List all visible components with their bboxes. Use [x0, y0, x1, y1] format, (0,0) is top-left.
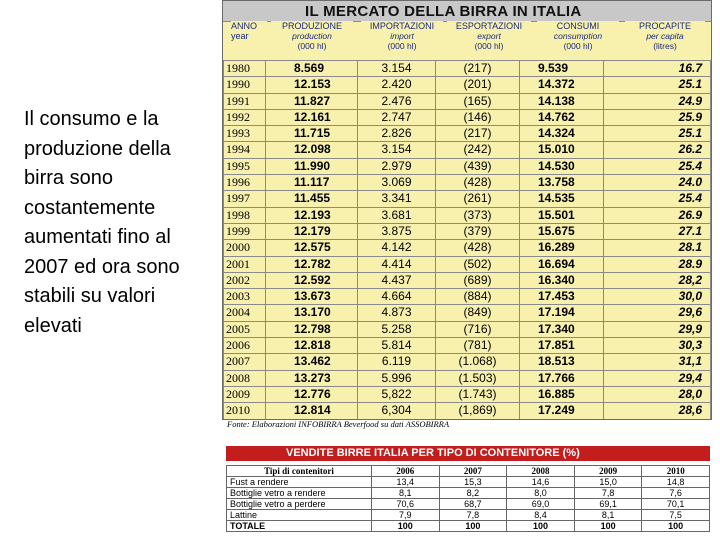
cell-per-capita: 25.4 [604, 191, 711, 207]
cell-production: 11.117 [266, 175, 358, 191]
cell-year: 2008 [224, 370, 266, 386]
cell-per-capita: 31,1 [604, 354, 711, 370]
market-row [224, 256, 711, 272]
source-note: Fonte: Elaborazioni INFOBIRRA Beverfood su dati ASSOBIRRA [227, 419, 450, 429]
cell-consumption: 17.851 [520, 338, 604, 354]
cell-import: 2.420 [358, 77, 436, 93]
sales-header-year: 2006 [372, 466, 440, 477]
cell-import: 5.996 [358, 370, 436, 386]
sales-header-year: 2008 [507, 466, 575, 477]
header-consumption [537, 21, 619, 59]
cell-production: 12.575 [266, 240, 358, 256]
cell-consumption: 15.501 [520, 207, 604, 223]
cell-year: 1991 [224, 93, 266, 109]
sales-value-cell: 7,8 [574, 488, 642, 499]
cell-import: 4.873 [358, 305, 436, 321]
sales-header-container: Tipi di contenitori [227, 466, 372, 477]
sales-header-year: 2009 [574, 466, 642, 477]
market-row [224, 272, 711, 288]
cell-export: (379) [436, 223, 520, 239]
cell-year: 1995 [224, 158, 266, 174]
cell-year: 1992 [224, 109, 266, 125]
cell-year: 1998 [224, 207, 266, 223]
cell-import: 3.154 [358, 142, 436, 158]
cell-production: 12.798 [266, 321, 358, 337]
cell-per-capita: 28.1 [604, 240, 711, 256]
header-production-en: production [292, 31, 332, 41]
cell-production: 12.776 [266, 386, 358, 402]
cell-year: 1997 [224, 191, 266, 207]
market-row [224, 289, 711, 305]
cell-year: 1994 [224, 142, 266, 158]
cell-year: 2002 [224, 272, 266, 288]
header-per-capita [625, 21, 705, 59]
cell-consumption: 15.010 [520, 142, 604, 158]
cell-consumption: 17.766 [520, 370, 604, 386]
cell-import: 5.258 [358, 321, 436, 337]
header-import [361, 21, 443, 59]
cell-production: 13.462 [266, 354, 358, 370]
sales-value-cell: 70,1 [642, 499, 710, 510]
cell-year: 1993 [224, 126, 266, 142]
market-row [224, 338, 711, 354]
cell-year: 1996 [224, 175, 266, 191]
cell-year: 2001 [224, 256, 266, 272]
sales-value-cell: 7,6 [642, 488, 710, 499]
sales-table-title: VENDITE BIRRE ITALIA PER TIPO DI CONTENITORE (%) [286, 447, 580, 459]
cell-production: 12.592 [266, 272, 358, 288]
cell-import: 6,304 [358, 403, 436, 419]
sales-value-cell: 14,8 [642, 477, 710, 488]
cell-production: 12.161 [266, 109, 358, 125]
cell-export: (373) [436, 207, 520, 223]
cell-export: (1.503) [436, 370, 520, 386]
market-row [224, 61, 711, 77]
cell-per-capita: 28.9 [604, 256, 711, 272]
market-row [224, 386, 711, 402]
cell-import: 5.814 [358, 338, 436, 354]
sales-value-cell: 69,1 [574, 499, 642, 510]
cell-year: 2010 [224, 403, 266, 419]
cell-year: 1980 [224, 61, 266, 77]
sales-value-cell: 15,3 [439, 477, 507, 488]
cell-export: (849) [436, 305, 520, 321]
cell-per-capita: 25.1 [604, 126, 711, 142]
cell-import: 2.747 [358, 109, 436, 125]
cell-year: 2007 [224, 354, 266, 370]
sales-row-label: Bottiglie vetro a rendere [227, 488, 372, 499]
cell-production: 11.827 [266, 93, 358, 109]
market-row [224, 305, 711, 321]
sales-value-cell: 14,6 [507, 477, 575, 488]
sales-value-cell: 100 [372, 521, 440, 532]
sales-row [227, 477, 710, 488]
cell-import: 4.414 [358, 256, 436, 272]
sales-value-cell: 8,4 [507, 510, 575, 521]
cell-per-capita: 29,9 [604, 321, 711, 337]
header-import-unit: (000 hl) [387, 41, 417, 51]
sales-value-cell: 8,2 [439, 488, 507, 499]
header-year-en: year [231, 31, 249, 41]
sales-row [227, 488, 710, 499]
sales-value-cell: 100 [507, 521, 575, 532]
cell-import: 3.069 [358, 175, 436, 191]
market-row [224, 77, 711, 93]
cell-import: 2.476 [358, 93, 436, 109]
sales-row-label: Lattine [227, 510, 372, 521]
header-production-unit: (000 hl) [297, 41, 327, 51]
sales-value-cell: 68,7 [439, 499, 507, 510]
cell-production: 11.455 [266, 191, 358, 207]
cell-import: 4.437 [358, 272, 436, 288]
market-row [224, 109, 711, 125]
cell-consumption: 15.675 [520, 223, 604, 239]
cell-consumption: 13.758 [520, 175, 604, 191]
sales-value-cell: 100 [642, 521, 710, 532]
cell-export: (242) [436, 142, 520, 158]
cell-production: 11.990 [266, 158, 358, 174]
market-table-title-bar [223, 1, 711, 22]
cell-import: 5,822 [358, 386, 436, 402]
cell-export: (884) [436, 289, 520, 305]
market-row [224, 93, 711, 109]
market-row [224, 175, 711, 191]
cell-import: 4.142 [358, 240, 436, 256]
market-row [224, 142, 711, 158]
cell-per-capita: 28,6 [604, 403, 711, 419]
header-per-capita-it: PROCAPITE [638, 21, 691, 31]
sales-value-cell: 7,9 [372, 510, 440, 521]
cell-import: 3.681 [358, 207, 436, 223]
cell-per-capita: 25.1 [604, 77, 711, 93]
cell-year: 2005 [224, 321, 266, 337]
market-row [224, 403, 711, 419]
market-row [224, 354, 711, 370]
cell-production: 12.818 [266, 338, 358, 354]
sales-value-cell: 8,1 [574, 510, 642, 521]
cell-import: 3.154 [358, 61, 436, 77]
cell-per-capita: 30,3 [604, 338, 711, 354]
cell-export: (1,869) [436, 403, 520, 419]
header-production-it: PRODUZIONE [281, 21, 342, 31]
sales-row-label: TOTALE [227, 521, 372, 532]
cell-production: 11.715 [266, 126, 358, 142]
cell-per-capita: 30,0 [604, 289, 711, 305]
cell-per-capita: 26.2 [604, 142, 711, 158]
cell-consumption: 14.324 [520, 126, 604, 142]
sales-row-label: Fust a rendere [227, 477, 372, 488]
cell-consumption: 17.194 [520, 305, 604, 321]
cell-export: (689) [436, 272, 520, 288]
sales-value-cell: 69,0 [507, 499, 575, 510]
cell-import: 2.979 [358, 158, 436, 174]
sales-value-cell: 7,8 [439, 510, 507, 521]
header-year-it: ANNO [231, 21, 258, 31]
cell-import: 3.341 [358, 191, 436, 207]
cell-export: (146) [436, 109, 520, 125]
header-per-capita-en: per capita [646, 31, 684, 41]
sales-by-container-table [226, 465, 710, 532]
cell-consumption: 16.340 [520, 272, 604, 288]
header-export-unit: (000 hl) [474, 41, 504, 51]
sales-value-cell: 70,6 [372, 499, 440, 510]
cell-production: 12.193 [266, 207, 358, 223]
market-row [224, 240, 711, 256]
cell-per-capita: 26.9 [604, 207, 711, 223]
cell-per-capita: 27.1 [604, 223, 711, 239]
cell-per-capita: 25.9 [604, 109, 711, 125]
cell-per-capita: 24.0 [604, 175, 711, 191]
header-per-capita-unit: (litres) [653, 41, 677, 51]
cell-production: 13.170 [266, 305, 358, 321]
sales-value-cell: 15,0 [574, 477, 642, 488]
cell-consumption: 16.289 [520, 240, 604, 256]
cell-year: 2000 [224, 240, 266, 256]
cell-per-capita: 29,6 [604, 305, 711, 321]
cell-per-capita: 16.7 [604, 61, 711, 77]
header-export-it: ESPORTAZIONI [455, 21, 523, 31]
cell-export: (439) [436, 158, 520, 174]
cell-year: 2006 [224, 338, 266, 354]
cell-consumption: 14.535 [520, 191, 604, 207]
market-table-title: IL MERCATO DELLA BIRRA IN ITALIA [305, 3, 582, 20]
cell-export: (217) [436, 126, 520, 142]
cell-production: 12.814 [266, 403, 358, 419]
header-production [271, 21, 353, 59]
header-consumption-en: consumption [553, 31, 603, 41]
cell-consumption: 9.539 [520, 61, 604, 77]
cell-import: 4.664 [358, 289, 436, 305]
cell-consumption: 14.372 [520, 77, 604, 93]
cell-production: 8.569 [266, 61, 358, 77]
sales-value-cell: 7,5 [642, 510, 710, 521]
beer-market-table [222, 0, 712, 420]
sales-value-cell: 13,4 [372, 477, 440, 488]
sales-value-cell: 8,0 [507, 488, 575, 499]
header-import-en: import [390, 31, 414, 41]
sales-row-label: Bottiglie vetro a perdere [227, 499, 372, 510]
sales-title-bar [226, 446, 710, 461]
cell-consumption: 14.762 [520, 109, 604, 125]
cell-year: 2003 [224, 289, 266, 305]
header-consumption-it: CONSUMI [556, 21, 600, 31]
cell-per-capita: 28,0 [604, 386, 711, 402]
cell-per-capita: 25.4 [604, 158, 711, 174]
cell-consumption: 17.453 [520, 289, 604, 305]
cell-export: (201) [436, 77, 520, 93]
market-row [224, 321, 711, 337]
sales-value-cell: 100 [439, 521, 507, 532]
market-row [224, 370, 711, 386]
cell-export: (217) [436, 61, 520, 77]
header-export [447, 21, 531, 59]
cell-consumption: 16.694 [520, 256, 604, 272]
cell-consumption: 16.885 [520, 386, 604, 402]
cell-production: 12.179 [266, 223, 358, 239]
cell-year: 1990 [224, 77, 266, 93]
cell-consumption: 18.513 [520, 354, 604, 370]
sales-row [227, 499, 710, 510]
cell-export: (165) [436, 93, 520, 109]
cell-production: 13.673 [266, 289, 358, 305]
cell-year: 2009 [224, 386, 266, 402]
cell-export: (1.743) [436, 386, 520, 402]
market-data-grid [223, 60, 711, 420]
cell-production: 12.782 [266, 256, 358, 272]
sales-row [227, 510, 710, 521]
market-row [224, 207, 711, 223]
market-row [224, 191, 711, 207]
cell-consumption: 14.530 [520, 158, 604, 174]
cell-consumption: 14.138 [520, 93, 604, 109]
cell-import: 2.826 [358, 126, 436, 142]
header-import-it: IMPORTAZIONI [369, 21, 435, 31]
market-row [224, 158, 711, 174]
cell-production: 12.153 [266, 77, 358, 93]
cell-consumption: 17.340 [520, 321, 604, 337]
header-consumption-unit: (000 hl) [563, 41, 593, 51]
sales-value-cell: 8,1 [372, 488, 440, 499]
cell-export: (716) [436, 321, 520, 337]
market-row [224, 223, 711, 239]
market-row [224, 126, 711, 142]
cell-year: 1999 [224, 223, 266, 239]
sales-header-row [227, 466, 710, 477]
cell-export: (1.068) [436, 354, 520, 370]
cell-export: (502) [436, 256, 520, 272]
cell-export: (781) [436, 338, 520, 354]
cell-per-capita: 28,2 [604, 272, 711, 288]
slide-caption: Il consumo e la produzione della birra sono costantemente aumentati fino al 2007 ed ora sono stabili su valori elevati [24, 108, 180, 337]
sales-value-cell: 100 [574, 521, 642, 532]
cell-consumption: 17.249 [520, 403, 604, 419]
cell-per-capita: 24.9 [604, 93, 711, 109]
header-export-en: export [477, 31, 501, 41]
cell-export: (428) [436, 175, 520, 191]
cell-export: (428) [436, 240, 520, 256]
sales-header-year: 2007 [439, 466, 507, 477]
cell-import: 3.875 [358, 223, 436, 239]
cell-per-capita: 29,4 [604, 370, 711, 386]
cell-import: 6.119 [358, 354, 436, 370]
cell-production: 12.098 [266, 142, 358, 158]
sales-row [227, 521, 710, 532]
cell-production: 13.273 [266, 370, 358, 386]
header-year [231, 21, 267, 59]
cell-export: (261) [436, 191, 520, 207]
cell-year: 2004 [224, 305, 266, 321]
sales-header-year: 2010 [642, 466, 710, 477]
